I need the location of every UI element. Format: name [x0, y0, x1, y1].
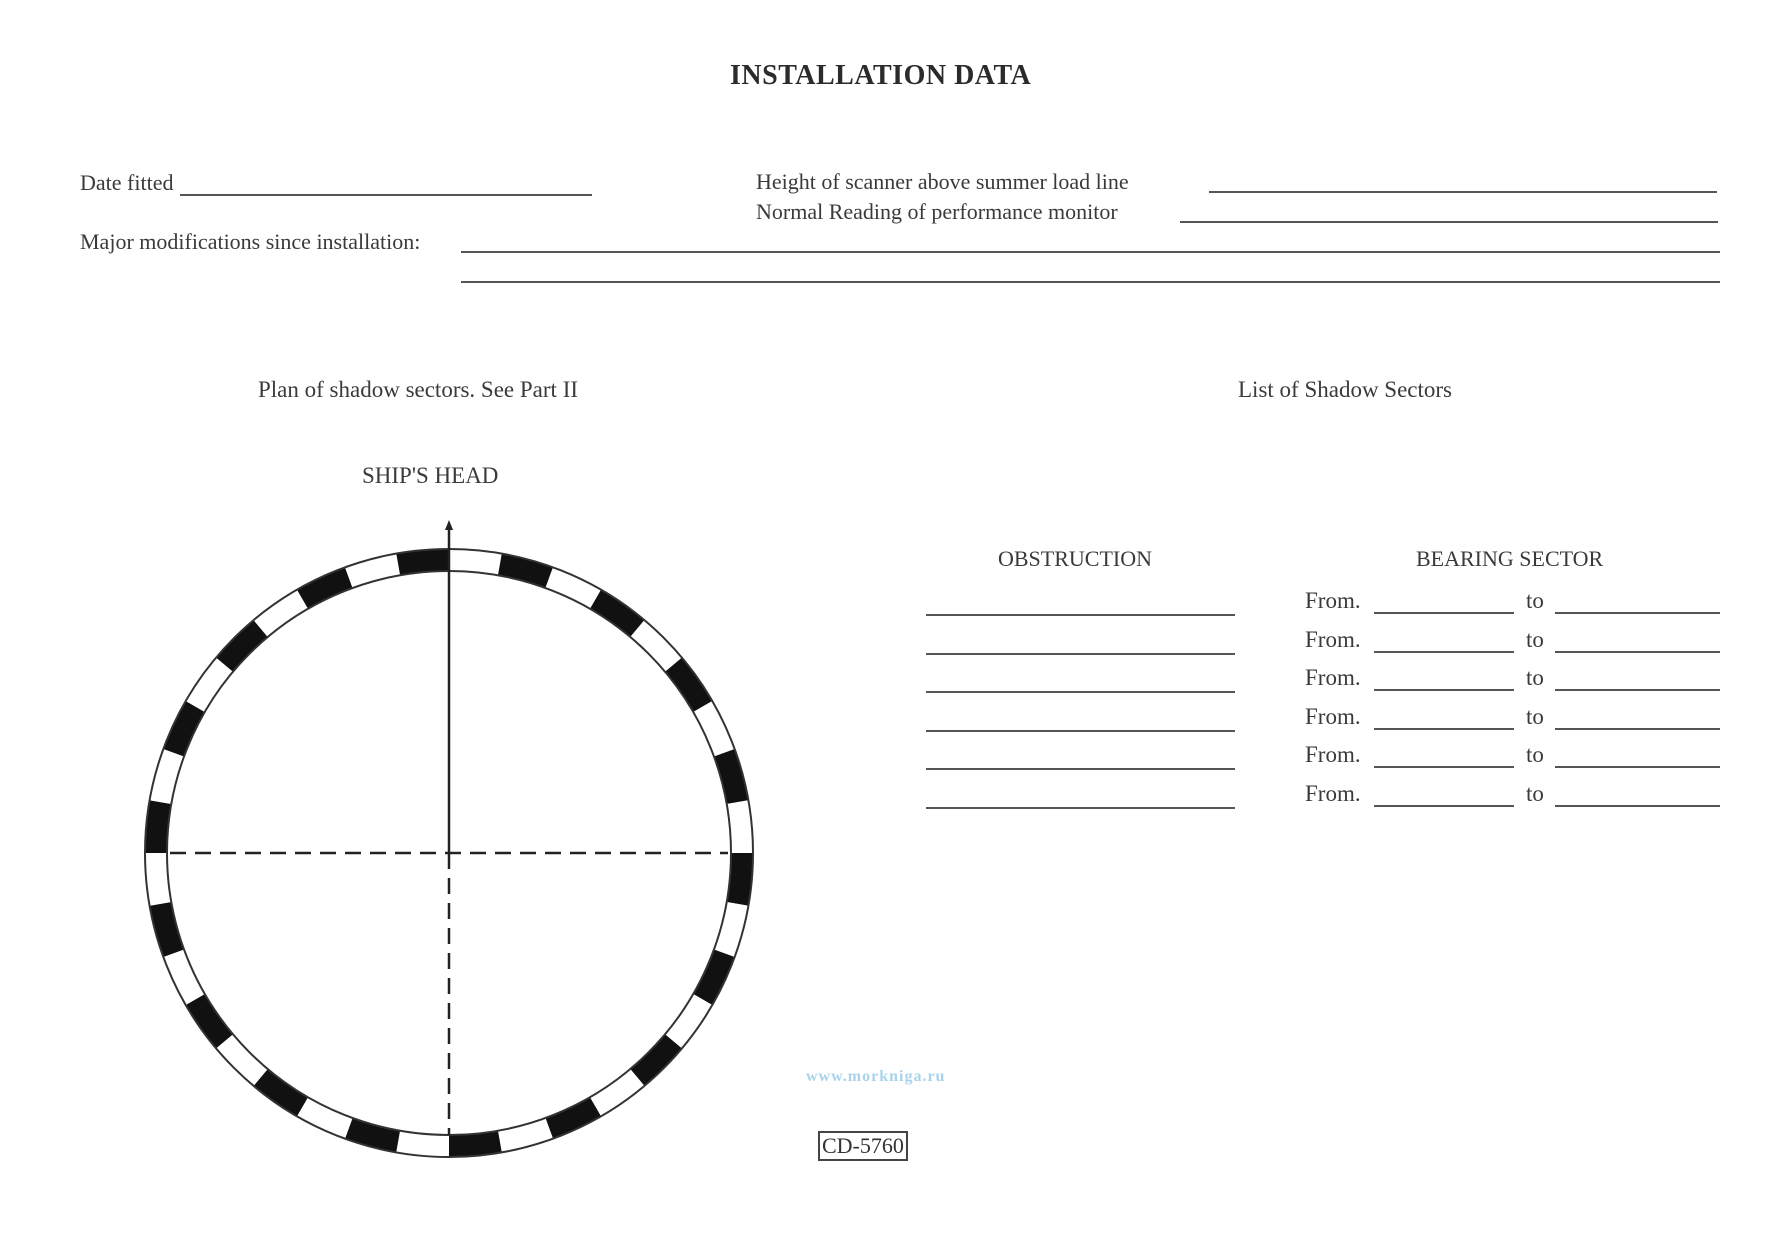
from-label: From. [1305, 704, 1361, 729]
ring-segment [545, 567, 601, 608]
to-label: to [1526, 627, 1544, 652]
date-fitted-label: Date fitted [80, 170, 174, 195]
ring-segment [693, 949, 734, 1005]
obstruction-field[interactable] [926, 807, 1235, 809]
performance-monitor-label: Normal Reading of performance monitor [756, 199, 1118, 224]
ring-segment [216, 1034, 268, 1086]
scanner-height-label: Height of scanner above summer load line [756, 169, 1129, 194]
obstruction-header: OBSTRUCTION [998, 546, 1153, 571]
from-bearing-field[interactable] [1374, 766, 1514, 768]
obstruction-field[interactable] [926, 730, 1235, 732]
from-label: From. [1305, 665, 1361, 690]
from-label: From. [1305, 742, 1361, 767]
to-bearing-field[interactable] [1555, 689, 1720, 691]
obstruction-field[interactable] [926, 768, 1235, 770]
to-bearing-field[interactable] [1555, 651, 1720, 653]
obstruction-field[interactable] [926, 691, 1235, 693]
from-label: From. [1305, 627, 1361, 652]
ring-segment [216, 620, 268, 672]
to-label: to [1526, 704, 1544, 729]
ships-head-arrow-icon [445, 520, 453, 530]
obstruction-field[interactable] [926, 653, 1235, 655]
to-label: to [1526, 588, 1544, 613]
from-label: From. [1305, 588, 1361, 613]
from-bearing-field[interactable] [1374, 612, 1514, 614]
ring-segment [545, 1097, 601, 1138]
bearing-sector-header: BEARING SECTOR [1416, 546, 1604, 571]
from-bearing-field[interactable] [1374, 689, 1514, 691]
from-bearing-field[interactable] [1374, 728, 1514, 730]
to-bearing-field[interactable] [1555, 766, 1720, 768]
ring-segment [630, 1034, 682, 1086]
ships-head-label: SHIP'S HEAD [362, 463, 499, 488]
ring-segment [297, 1097, 353, 1138]
to-label: to [1526, 665, 1544, 690]
to-label: to [1526, 742, 1544, 767]
ring-segment [630, 620, 682, 672]
to-bearing-field[interactable] [1555, 612, 1720, 614]
from-label: From. [1305, 781, 1361, 806]
from-bearing-field[interactable] [1374, 651, 1514, 653]
ring-segment [163, 701, 204, 757]
shadow-list-heading: List of Shadow Sectors [1238, 377, 1453, 402]
watermark: www.morkniga.ru [806, 1068, 946, 1085]
plan-heading: Plan of shadow sectors. See Part II [258, 377, 579, 402]
to-label: to [1526, 781, 1544, 806]
ring-segment [297, 567, 353, 608]
form-code: CD-5760 [818, 1131, 908, 1161]
page-title: INSTALLATION DATA [730, 60, 1032, 91]
ring-segment [693, 701, 734, 757]
obstruction-field[interactable] [926, 614, 1235, 616]
to-bearing-field[interactable] [1555, 728, 1720, 730]
ring-segment [163, 949, 204, 1005]
from-bearing-field[interactable] [1374, 805, 1514, 807]
to-bearing-field[interactable] [1555, 805, 1720, 807]
major-modifications-label: Major modifications since installation: [80, 229, 421, 254]
